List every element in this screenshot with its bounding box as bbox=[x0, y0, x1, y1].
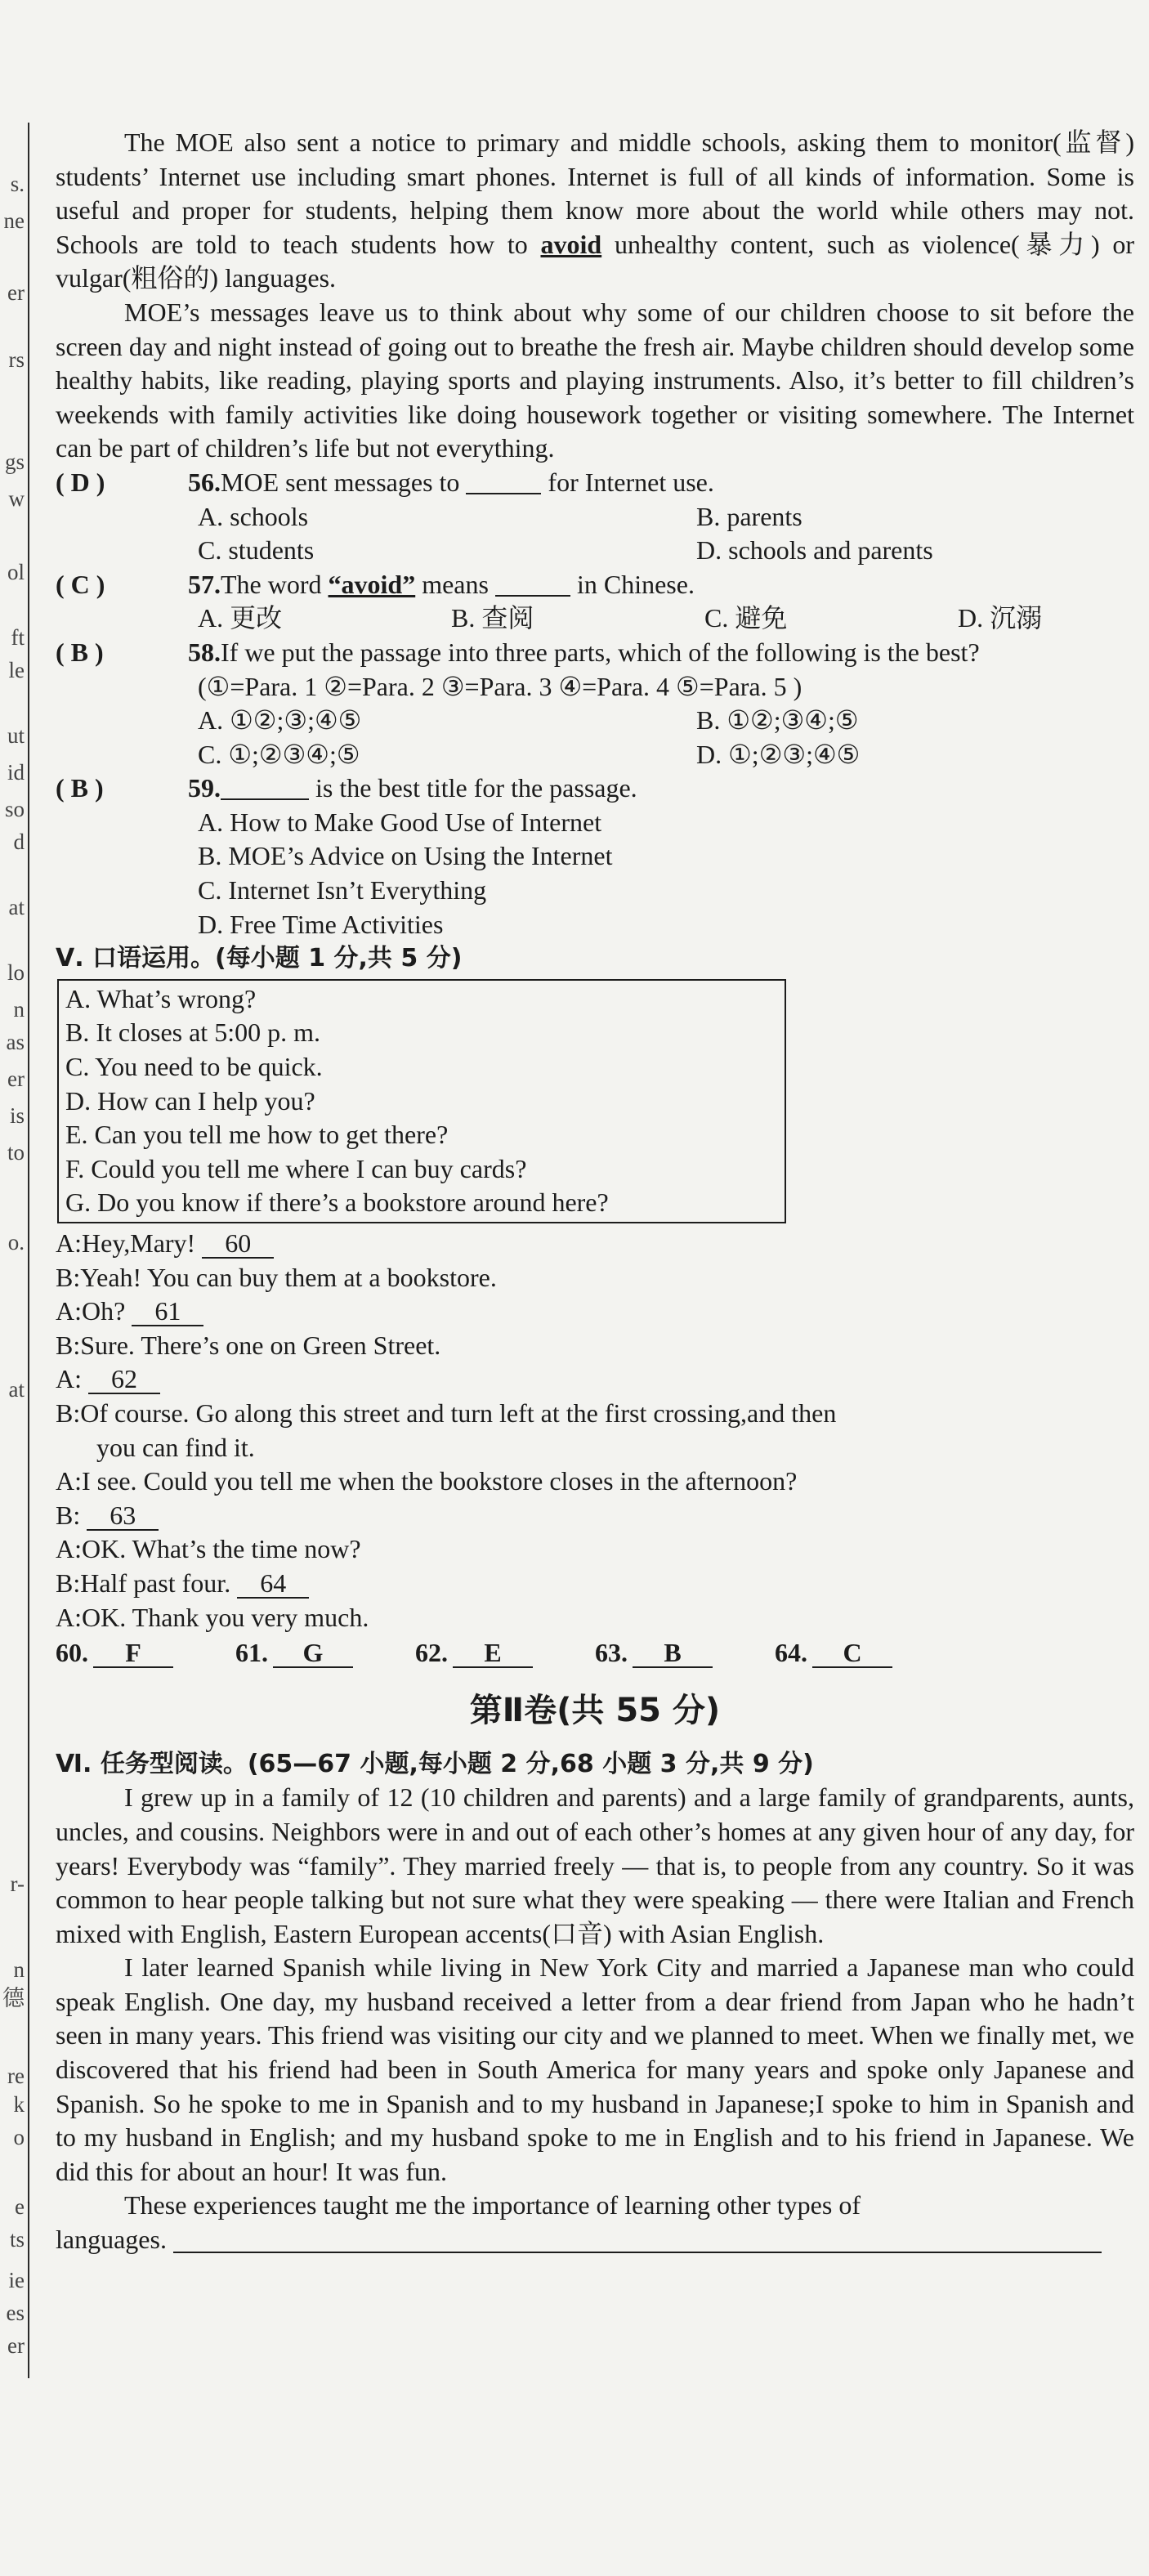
answer-line bbox=[173, 2227, 1102, 2253]
margin-fragment: er bbox=[7, 280, 25, 305]
dialogue-blank: 60 bbox=[202, 1229, 274, 1259]
margin-fragment: o bbox=[13, 2125, 25, 2149]
margin-fragment: er bbox=[7, 2333, 25, 2358]
dialogue bbox=[56, 1227, 1134, 1635]
dialogue-line: A: 62 bbox=[56, 1362, 1134, 1397]
question-57: ( C ) 57.The word “avoid” means in Chinese. bbox=[56, 568, 1134, 602]
option: C. students bbox=[198, 535, 315, 566]
dialogue-blank: 62 bbox=[88, 1365, 160, 1394]
margin-fragment: d bbox=[13, 830, 25, 854]
box-option: A. What’s wrong? bbox=[65, 983, 257, 1013]
answer-62: 62. E bbox=[415, 1636, 533, 1670]
margin-fragment: re bbox=[7, 2064, 25, 2088]
margin-rule bbox=[28, 123, 29, 2378]
answer-63: 63. B bbox=[595, 1636, 713, 1670]
option: D. schools and parents bbox=[696, 535, 933, 566]
dialogue-blank: 63 bbox=[87, 1501, 159, 1531]
dialogue-line: A:I see. Could you tell me when the bookstore closes in the afternoon? bbox=[56, 1466, 798, 1496]
margin-fragment: n bbox=[13, 1957, 25, 1982]
margin-fragment: is bbox=[9, 1103, 25, 1128]
dialogue-line: A:OK. Thank you very much. bbox=[56, 1602, 369, 1632]
keyword-avoid: avoid bbox=[540, 229, 602, 259]
answer-64: 64. C bbox=[775, 1636, 892, 1670]
passage2-paragraph-3: These experiences taught me the importance of learning other types of bbox=[124, 2190, 861, 2220]
option: B. 查阅 bbox=[451, 603, 534, 633]
passage2-paragraph-1: I grew up in a family of 12 (10 children and parents) and a large family of grandparents, aunts, uncles, and cousins. Neighbors were in and out of each other’s homes at any given hour of any day, for years! Everybody was “family”. They married freely — that is, to people from any country. So it was common to hear people talking but not sure what they were speaking — there were Italian and French mixed with English, Eastern European accents(口音) with Asian English. bbox=[56, 1782, 1134, 1948]
margin-fragment: lo bbox=[7, 960, 25, 985]
margin-fragment: er bbox=[7, 1067, 25, 1091]
margin-fragment: le bbox=[8, 658, 25, 682]
question-57-options bbox=[198, 602, 1134, 636]
question-58-note: (①=Para. 1 ②=Para. 2 ③=Para. 3 ④=Para. 4 ⑤=Para. 5 ) bbox=[198, 671, 803, 701]
margin-fragment: id bbox=[7, 760, 25, 785]
dialogue-line: B:Sure. There’s one on Green Street. bbox=[56, 1330, 441, 1360]
margin-fragment: ft bbox=[11, 625, 25, 650]
question-56: ( D ) 56.MOE sent messages to for Internet use. bbox=[56, 466, 1134, 500]
box-option: D. How can I help you? bbox=[65, 1085, 315, 1116]
passage1-paragraph-1: The MOE also sent a notice to primary and middle schools, asking them to monitor(监督) students’ Internet use including smart phones. Internet is full of all kinds of information. Some is useful and proper for students, helping them know more about the world while others may not. Schools are told to teach students how to avoid unhealthy content, such as violence(暴力) or vulgar(粗俗的) languages. bbox=[56, 127, 1135, 293]
dialogue-line: you can find it. bbox=[96, 1432, 255, 1462]
box-option: E. Can you tell me how to get there? bbox=[65, 1120, 449, 1150]
passage2-paragraph-2: I later learned Spanish while living in New York City and married a Japanese man who could speak English. One day, my husband received a letter from a dear friend from Japan who he hadn’t seen in many years. This friend was visiting our city and we planned to meet. When we finally met, we discovered that his friend had been in South America for many years and spoke only Japanese and Spanish. So he spoke to me in Spanish and to my husband in Japanese;I spoke to him in Spanish and to my husband in English; and my husband spoke to me in English and to his friend in Japanese. We did this for about an hour! It was fun. bbox=[56, 1952, 1134, 2186]
option: B. MOE’s Advice on Using the Internet bbox=[198, 841, 613, 871]
answer-mark: ( B ) bbox=[56, 773, 104, 803]
dialogue-line: A:Hey,Mary! 60 bbox=[56, 1227, 1134, 1261]
margin-fragment: ie bbox=[8, 2268, 25, 2292]
dialogue-blank: 61 bbox=[132, 1297, 203, 1326]
option: A. 更改 bbox=[198, 603, 283, 633]
option: D. Free Time Activities bbox=[198, 909, 444, 939]
margin-fragment: 德 bbox=[2, 1986, 25, 2010]
question-58: ( B ) 58.If we put the passage into three parts, which of the following is the best? bbox=[56, 636, 1134, 670]
box-option: B. It closes at 5:00 p. m. bbox=[65, 1017, 320, 1048]
margin-fragment: es bbox=[6, 2301, 25, 2325]
margin-fragment: at bbox=[8, 895, 25, 919]
dialogue-line: A:OK. What’s the time now? bbox=[56, 1534, 361, 1564]
margin-fragment: so bbox=[4, 797, 25, 821]
section-5-answers bbox=[56, 1636, 1134, 1670]
margin-fragment: s. bbox=[10, 172, 25, 196]
answer-blank bbox=[466, 468, 541, 494]
answer-60: 60. F bbox=[56, 1636, 173, 1670]
option: A. How to Make Good Use of Internet bbox=[198, 807, 602, 837]
section-5-title: Ⅴ. 口语运用。(每小题 1 分,共 5 分) bbox=[56, 944, 463, 973]
margin-fragment: o. bbox=[7, 1230, 25, 1254]
answer-blank bbox=[221, 774, 309, 800]
passage1-paragraph-2: MOE’s messages leave us to think about why some of our children choose to sit before the screen day and night instead of going out to breathe the fresh air. Maybe children should develop some healthy habits, like reading, playing sports and playing instruments. Also, it’s better to fill children’s weekends with family activities like doing housework together or visiting somewhere. The Internet can be part of children’s life but not everything. bbox=[56, 297, 1134, 463]
question-59-options bbox=[198, 806, 1134, 941]
dialogue-line: B: 63 bbox=[56, 1499, 1134, 1533]
option: D. ①;②③;④⑤ bbox=[696, 739, 861, 769]
box-option: F. Could you tell me where I can buy cards? bbox=[65, 1153, 527, 1183]
part-2-title: 第Ⅱ卷(共 55 分) bbox=[469, 1691, 721, 1729]
dialogue-line: B:Of course. Go along this street and turn left at the first crossing,and then bbox=[56, 1398, 837, 1428]
answer-blank bbox=[495, 570, 570, 597]
box-option: G. Do you know if there’s a bookstore around here? bbox=[65, 1187, 609, 1218]
margin-fragment: w bbox=[8, 486, 25, 511]
question-58-options bbox=[198, 704, 1134, 771]
margin-fragment: ne bbox=[3, 208, 25, 233]
answer-mark: ( C ) bbox=[56, 569, 105, 599]
margin-fragment: ut bbox=[7, 723, 25, 748]
margin-fragment: to bbox=[7, 1140, 25, 1165]
dialogue-line: A:Oh? 61 bbox=[56, 1295, 1134, 1329]
margin-fragment: k bbox=[13, 2092, 25, 2117]
answer-61: 61. G bbox=[235, 1636, 353, 1670]
option: B. parents bbox=[696, 501, 803, 531]
dialogue-line: B:Half past four. 64 bbox=[56, 1567, 1134, 1601]
option: A. schools bbox=[198, 501, 309, 531]
option: C. 避免 bbox=[704, 603, 788, 633]
margin-fragment: as bbox=[6, 1030, 25, 1054]
section-6-title: Ⅵ. 任务型阅读。(65—67 小题,每小题 2 分,68 小题 3 分,共 9 分) bbox=[56, 1749, 814, 1778]
margin-fragment: rs bbox=[8, 347, 25, 372]
margin-fragment: at bbox=[8, 1377, 25, 1402]
question-59: ( B ) 59. is the best title for the passage. bbox=[56, 771, 1134, 806]
page bbox=[56, 126, 1134, 2257]
margin-fragment: r- bbox=[10, 1872, 25, 1896]
box-option: C. You need to be quick. bbox=[65, 1052, 323, 1082]
option-box bbox=[57, 979, 786, 1223]
option: B. ①②;③④;⑤ bbox=[696, 705, 859, 736]
margin-fragment: ts bbox=[9, 2227, 25, 2252]
option: D. 沉溺 bbox=[958, 603, 1043, 633]
margin-fragment: e bbox=[15, 2194, 25, 2219]
answer-mark: ( D ) bbox=[56, 467, 105, 497]
option: C. ①;②③④;⑤ bbox=[198, 739, 360, 769]
margin-fragment: n bbox=[13, 997, 25, 1022]
option: C. Internet Isn’t Everything bbox=[198, 875, 487, 906]
margin-fragment: ol bbox=[7, 560, 25, 584]
answer-mark: ( B ) bbox=[56, 637, 104, 667]
question-56-options bbox=[198, 500, 1134, 568]
passage2-last-line: languages. bbox=[56, 2223, 1134, 2257]
dialogue-line: B:Yeah! You can buy them at a bookstore. bbox=[56, 1262, 497, 1292]
option: A. ①②;③;④⑤ bbox=[198, 705, 362, 736]
dialogue-blank: 64 bbox=[237, 1569, 309, 1599]
margin-fragment: gs bbox=[4, 449, 25, 474]
